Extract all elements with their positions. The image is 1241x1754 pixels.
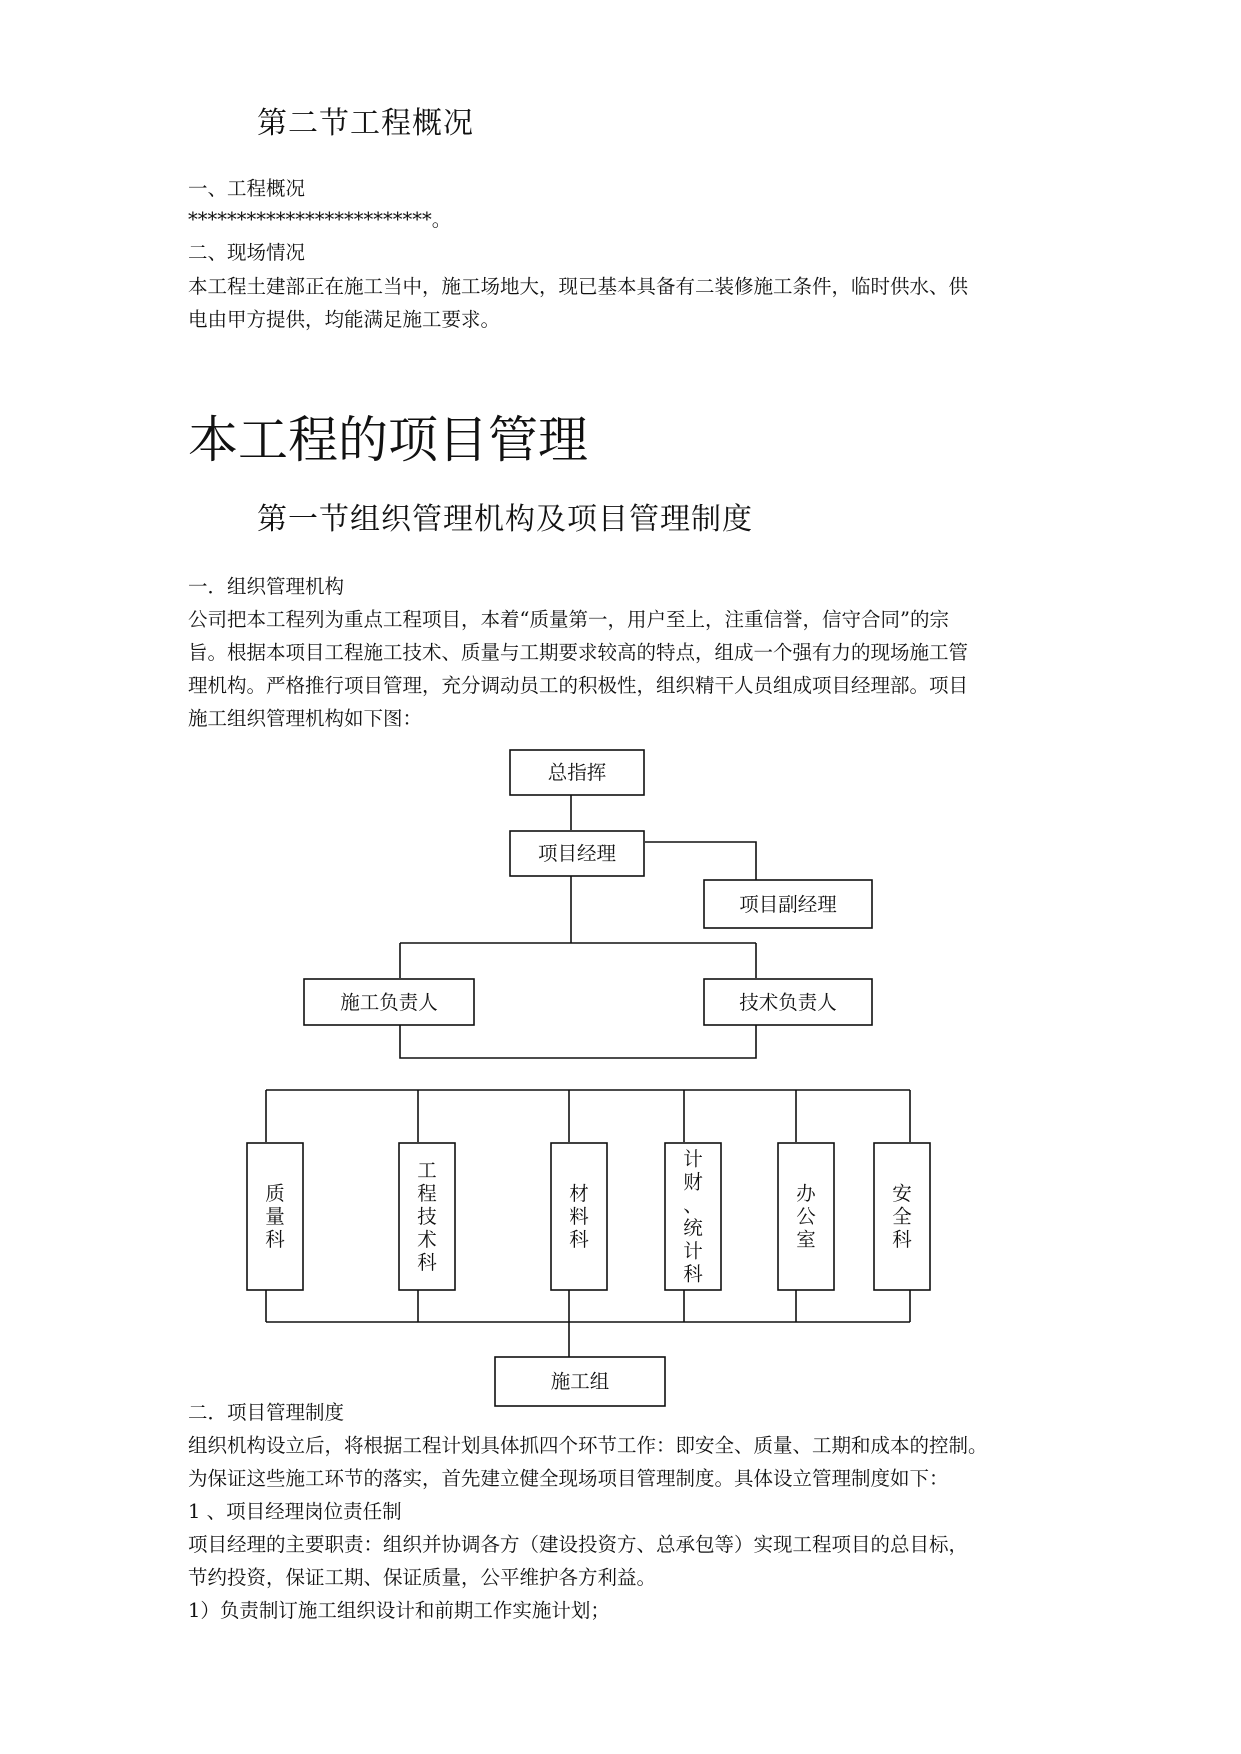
org-line: 公司把本工程列为重点工程项目，本着“质量第一，用户至上，注重信誉，信守合同”的宗 bbox=[188, 608, 949, 631]
mgmt-line: 组织机构设立后，将根据工程计划具体抓四个环节工作：即安全、质量、工期和成本的控制。 bbox=[188, 1434, 988, 1457]
department-label-char: 安 bbox=[892, 1182, 912, 1205]
department-label-char: 计 bbox=[683, 1239, 703, 1263]
construction-lead-box bbox=[304, 979, 474, 1025]
section-title: 第二节工程概况 bbox=[257, 106, 474, 141]
department-label-char: 技 bbox=[417, 1205, 437, 1228]
commander-box bbox=[510, 750, 644, 795]
org-line: 旨。根据本项目工程施工技术、质量与工期要求较高的特点，组成一个强有力的现场施工管 bbox=[188, 641, 969, 664]
mgmt-heading: 二．项目管理制度 bbox=[188, 1401, 345, 1424]
department-label-char: 材 bbox=[569, 1182, 589, 1205]
pm-resp-line: 节约投资，保证工期、保证质量，公平维护各方利益。 bbox=[188, 1566, 657, 1589]
department-label-char: 财 bbox=[683, 1170, 703, 1194]
construction-lead-label: 施工负责人 bbox=[340, 991, 438, 1014]
site-line: 本工程土建部正在施工当中，施工场地大，现已基本具备有二装修施工条件，临时供水、供 bbox=[188, 275, 969, 298]
department-label-char: 量 bbox=[265, 1205, 285, 1228]
department-label-char: 程 bbox=[417, 1182, 437, 1205]
deputy-manager-box bbox=[704, 880, 872, 928]
list-item: 1）负责制订施工组织设计和前期工作实施计划； bbox=[188, 1599, 610, 1622]
department-label-char: 室 bbox=[796, 1228, 816, 1251]
deputy-manager-label: 项目副经理 bbox=[739, 893, 837, 916]
org-line: 理机构。严格推行项目管理，充分调动员工的积极性，组织精干人员组成项目经理部。项目 bbox=[188, 674, 969, 697]
department-label-char: 工 bbox=[417, 1159, 437, 1182]
department-label-char: 科 bbox=[265, 1228, 285, 1251]
commander-label: 总指挥 bbox=[547, 761, 607, 784]
mgmt-line: 为保证这些施工环节的落实，首先建立健全现场项目管理制度。具体设立管理制度如下： bbox=[188, 1467, 949, 1490]
department-label-char: 、 bbox=[683, 1193, 703, 1217]
department-label-char: 术 bbox=[417, 1228, 437, 1251]
department-label-char: 质 bbox=[265, 1182, 285, 1205]
site-line: 电由甲方提供，均能满足施工要求。 bbox=[188, 308, 501, 331]
pm-resp-line: 项目经理的主要职责：组织并协调各方（建设投资方、总承包等）实现工程项目的总目标， bbox=[188, 1533, 969, 1556]
department-label-char: 统 bbox=[683, 1216, 703, 1240]
construction-team-box bbox=[495, 1357, 665, 1406]
department-label-char: 科 bbox=[569, 1228, 589, 1251]
department-label-char: 办 bbox=[796, 1182, 816, 1205]
section-title: 第一节组织管理机构及项目管理制度 bbox=[257, 502, 753, 537]
department-label-char: 科 bbox=[892, 1228, 912, 1251]
technical-lead-label: 技术负责人 bbox=[739, 991, 837, 1014]
project-manager-box bbox=[510, 831, 644, 876]
department-label-char: 计 bbox=[683, 1147, 703, 1171]
chapter-title: 本工程的项目管理 bbox=[188, 411, 588, 469]
department-label-char: 科 bbox=[683, 1262, 703, 1286]
site-heading: 二、现场情况 bbox=[188, 241, 306, 264]
pm-resp-heading: 1 、项目经理岗位责任制 bbox=[188, 1500, 402, 1523]
department-label-char: 公 bbox=[796, 1205, 816, 1228]
construction-team-label: 施工组 bbox=[550, 1370, 610, 1393]
overview-text: *************************。 bbox=[188, 208, 452, 231]
department-label-char: 料 bbox=[569, 1205, 589, 1228]
org-line: 施工组织管理机构如下图： bbox=[188, 707, 423, 730]
org-heading: 一．组织管理机构 bbox=[188, 575, 345, 598]
project-manager-label: 项目经理 bbox=[537, 842, 617, 865]
department-label-char: 全 bbox=[892, 1205, 912, 1228]
technical-lead-box bbox=[704, 979, 872, 1025]
department-label-char: 科 bbox=[417, 1251, 437, 1274]
overview-heading: 一、工程概况 bbox=[188, 177, 306, 200]
